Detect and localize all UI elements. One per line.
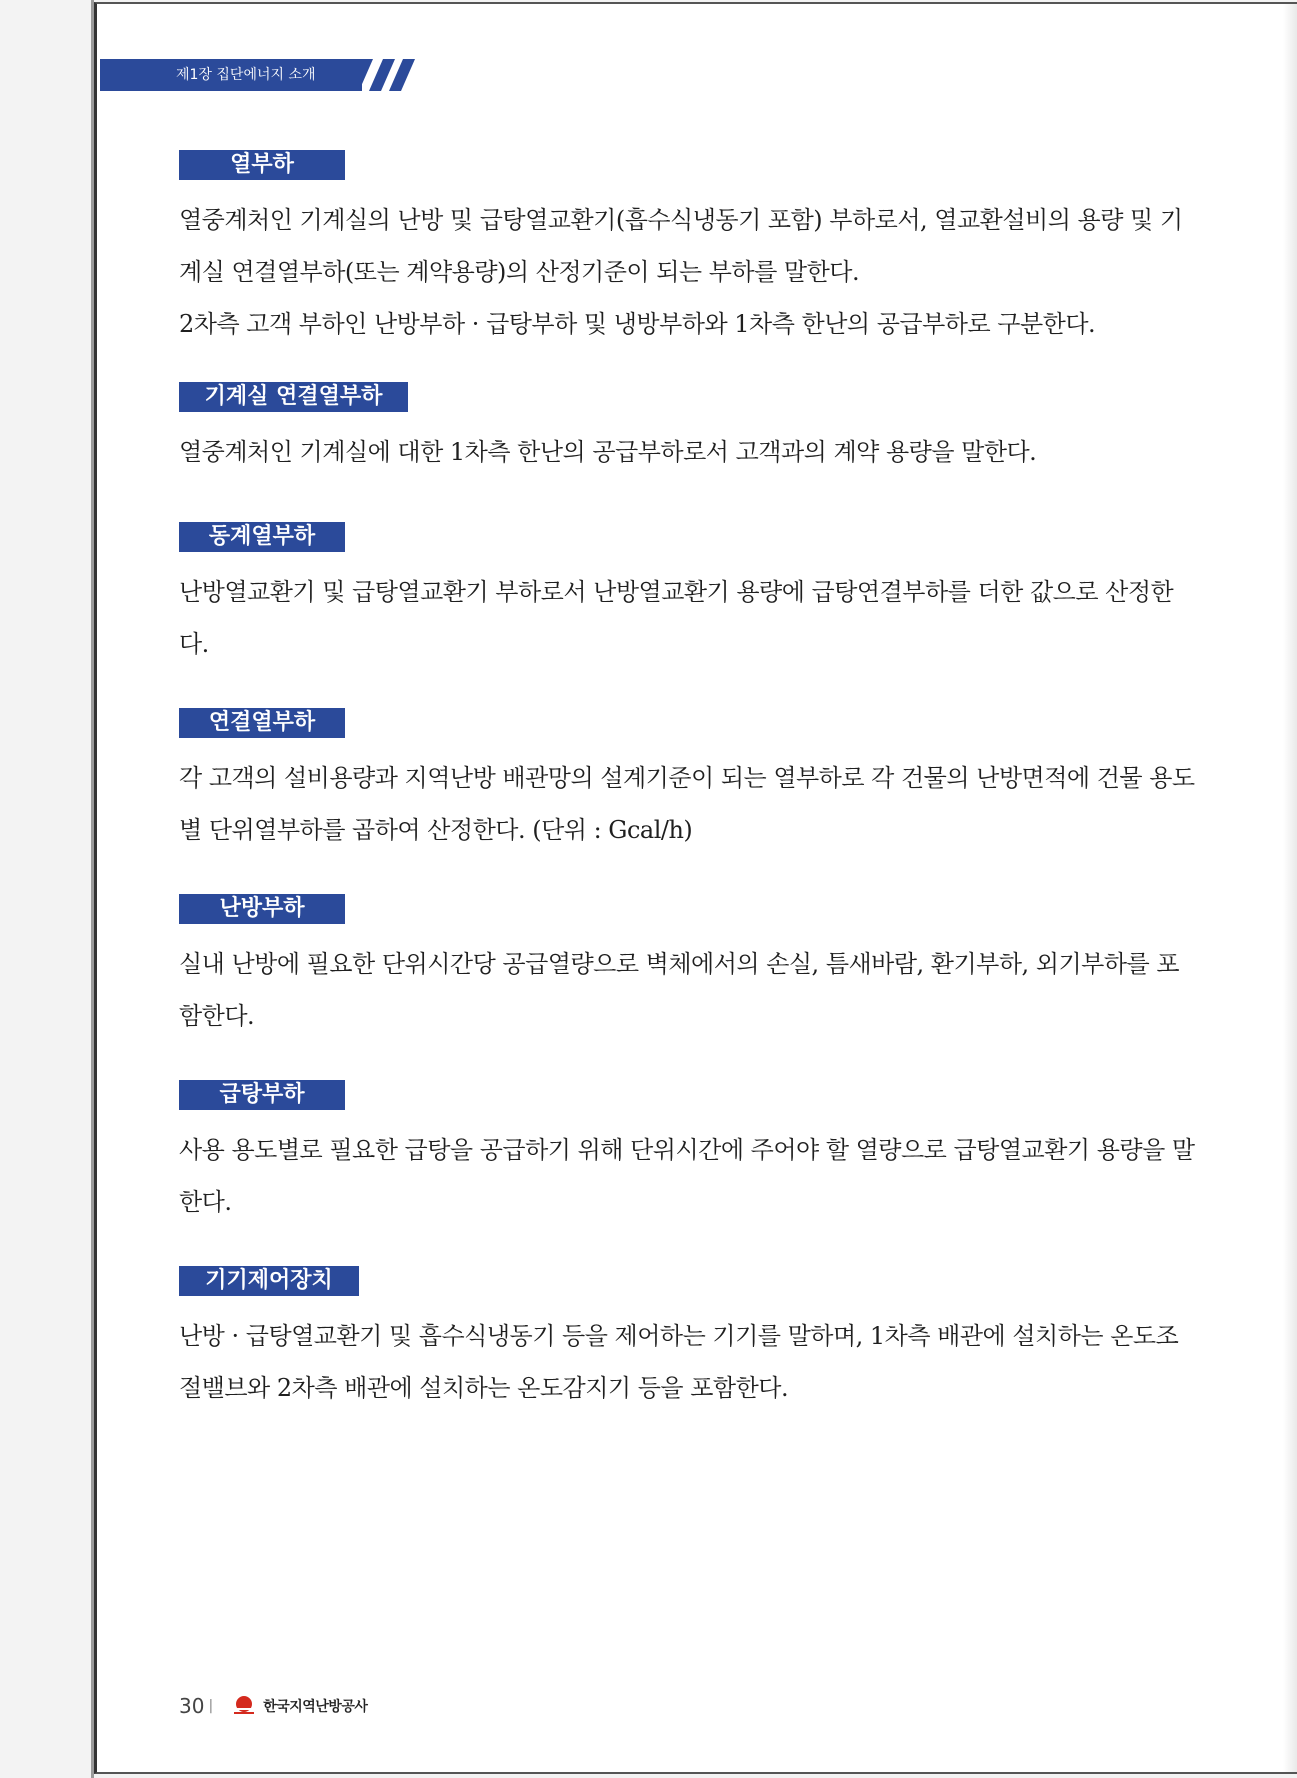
section-label: 동계열부하 bbox=[179, 522, 345, 552]
section-paragraph: 2차측 고객 부하인 난방부하 · 급탕부하 및 냉방부하와 1차측 한난의 공급부하로 구분한다. bbox=[179, 310, 1096, 338]
section-label: 열부하 bbox=[179, 150, 345, 180]
section-heating-load bbox=[179, 894, 1199, 1042]
section-paragraph: 열중계처인 기계실에 대한 1차측 한난의 공급부하로서 고객과의 계약 용량을 말한다. bbox=[179, 438, 1037, 466]
section-equipment-control-device bbox=[179, 1266, 1199, 1414]
section-label: 기기제어장치 bbox=[179, 1266, 359, 1296]
chapter-title: 제1장 집단에너지 소개 bbox=[176, 67, 316, 83]
organization-name: 한국지역난방공사 bbox=[263, 1699, 368, 1715]
section-paragraph: 난방 · 급탕열교환기 및 흡수식냉동기 등을 제어하는 기기를 말하며, 1차측 배관에 설치하는 온도조절밸브와 2차측 배관에 설치하는 온도감지기 등을 포함한다. bbox=[179, 1322, 1179, 1402]
section-hot-water-load bbox=[179, 1080, 1199, 1228]
page-number-separator: | bbox=[208, 1698, 214, 1714]
section-paragraph: 난방열교환기 및 급탕열교환기 부하로서 난방열교환기 용량에 급탕연결부하를 더한 값으로 산정한다. bbox=[179, 578, 1174, 658]
section-connected-heat-load bbox=[179, 708, 1199, 856]
page-edge-shade bbox=[1283, 4, 1297, 1772]
page-footer bbox=[179, 1694, 367, 1718]
section-label: 난방부하 bbox=[179, 894, 345, 924]
section-paragraph: 실내 난방에 필요한 단위시간당 공급열량으로 벽체에서의 손실, 틈새바람, 환기부하, 외기부하를 포함한다. bbox=[179, 950, 1180, 1030]
section-paragraph: 각 고객의 설비용량과 지역난방 배관망의 설계기준이 되는 열부하로 각 건물의 난방면적에 건물 용도별 단위열부하를 곱하여 산정한다. (단위 : Gcal/h) bbox=[179, 764, 1195, 844]
page-number: 30 bbox=[179, 1694, 205, 1718]
section-label: 연결열부하 bbox=[179, 708, 345, 738]
section-label: 급탕부하 bbox=[179, 1080, 345, 1110]
kdhc-logo-icon bbox=[231, 1695, 257, 1717]
section-paragraph: 사용 용도별로 필요한 급탕을 공급하기 위해 단위시간에 주어야 할 열량으로 급탕열교환기 용량을 말한다. bbox=[179, 1136, 1195, 1216]
document-page bbox=[94, 2, 1297, 1774]
section-winter-heat-load bbox=[179, 522, 1199, 670]
section-machine-room-connected-load bbox=[179, 382, 1199, 478]
section-label: 기계실 연결열부하 bbox=[179, 382, 408, 412]
section-heat-load bbox=[179, 150, 1199, 350]
chapter-banner bbox=[100, 59, 362, 91]
banner-stripes-decoration bbox=[359, 59, 419, 91]
section-paragraph: 열중계처인 기계실의 난방 및 급탕열교환기(흡수식냉동기 포함) 부하로서, 열교환설비의 용량 및 기계실 연결열부하(또는 계약용량)의 산정기준이 되는 부하를 말한다. bbox=[179, 206, 1183, 286]
